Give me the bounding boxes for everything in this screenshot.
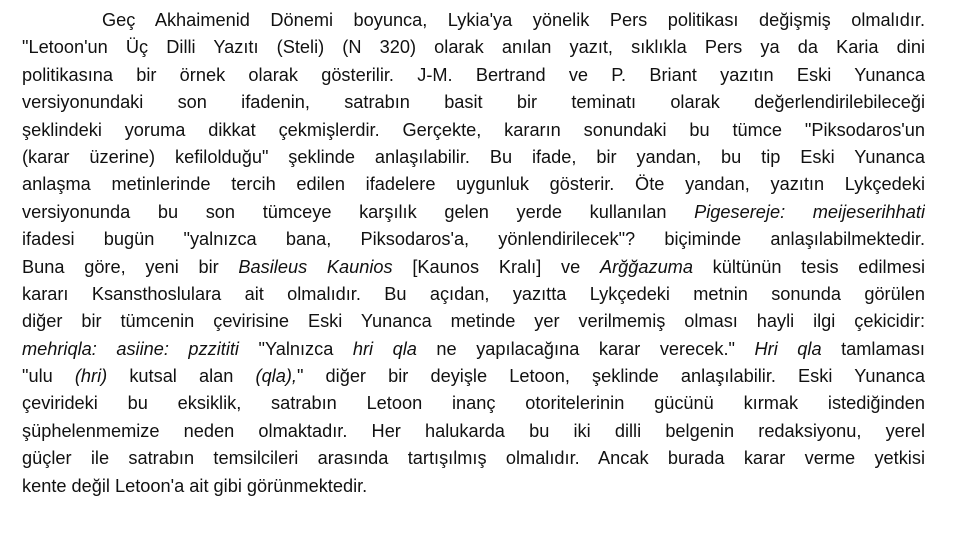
text-span: Geç Akhaimenid Dönemi boyunca, Lykia'ya yönelik Pers politikası değişmiş olmalıdır. xyxy=(102,10,925,30)
text-line xyxy=(22,254,925,281)
body-paragraph xyxy=(22,7,925,500)
text-span: diğer bir tümcenin çevirisine Eski Yunanca metinde yer verilmemiş olması hayli ilgi çekicidir: xyxy=(22,311,925,332)
text-span: Buna göre, yeni bir xyxy=(22,256,239,277)
text-span: kararı Ksansthoslulara ait olmalıdır. Bu açıdan, yazıtta Lykçedeki metnin sonunda görülen xyxy=(22,283,925,304)
text-span: "ulu xyxy=(22,366,75,387)
text-span: kente değil Letoon'a ait gibi görünmektedir. xyxy=(22,475,368,496)
italic-term: Arğğazuma xyxy=(599,256,693,277)
text-line xyxy=(22,418,925,445)
text-line xyxy=(22,117,925,144)
italic-term: Hri qla xyxy=(754,338,822,359)
text-span: politikasına bir örnek olarak gösterilir. J-M. Bertrand ve P. Briant yazıtın Eski Yunanca xyxy=(22,64,925,85)
text-line xyxy=(22,336,925,363)
text-span: [Kaunos Kralı] ve xyxy=(392,256,600,277)
text-line xyxy=(22,281,925,308)
text-line xyxy=(22,226,925,253)
italic-term: Pigesereje: meijeserihhati xyxy=(694,201,925,222)
text-line xyxy=(22,171,925,198)
text-span: "Yalnızca xyxy=(238,338,353,359)
text-line xyxy=(22,390,925,417)
italic-term: Basileus Kaunios xyxy=(238,256,393,277)
text-line xyxy=(22,34,925,61)
text-span: (karar üzerine) kefilolduğu" şeklinde anlaşılabilir. Bu ifade, bir yandan, bu tip Eski Yunanca xyxy=(22,146,925,167)
text-span: versiyonundaki son ifadenin, satrabın basit bir teminatı olarak değerlendirilebileceği xyxy=(22,92,925,113)
text-span: " diğer bir deyişle Letoon, şeklinde anlaşılabilir. Eski Yunanca xyxy=(296,366,925,387)
text-span: ifadesi bugün "yalnızca bana, Piksodaros'a, yönlendirilecek"? biçiminde anlaşılabilmektedir. xyxy=(22,229,925,250)
text-line xyxy=(22,7,925,34)
text-span: versiyonunda bu son tümceye karşılık gelen yerde kullanılan xyxy=(22,201,695,222)
text-span: çevirideki bu eksiklik, satrabın Letoon inanç otoritelerinin gücünü kırmak istediğinden xyxy=(22,393,925,414)
italic-term: hri qla xyxy=(352,338,417,359)
text-span: "Letoon'un Üç Dilli Yazıtı (Steli) (N 320) olarak anılan yazıt, sıklıkla Pers ya da Karia dini xyxy=(22,37,925,58)
italic-term: mehriqla: asiine: pzzititi xyxy=(22,338,239,359)
text-span: anlaşma metinlerinde tercih edilen ifadelere uygunluk gösterir. Öte yandan, yazıtın Lykçedeki xyxy=(22,174,925,195)
text-span: şeklindeki yoruma dikkat çekmişlerdir. Gerçekte, kararın sonundaki bu tümce "Piksodaros'un xyxy=(22,119,925,140)
italic-term: (qla), xyxy=(255,366,297,387)
text-line xyxy=(22,363,925,390)
text-line xyxy=(22,308,925,335)
text-line xyxy=(22,89,925,116)
text-line xyxy=(22,144,925,171)
text-line xyxy=(22,62,925,89)
text-span: kültünün tesis edilmesi xyxy=(692,256,925,277)
text-line xyxy=(22,199,925,226)
text-span: ne yapılacağına karar verecek." xyxy=(416,338,755,359)
text-line xyxy=(22,473,925,500)
text-span: şüphelenmemize neden olmaktadır. Her halukarda bu iki dilli belgenin redaksiyonu, yerel xyxy=(22,420,925,441)
text-line xyxy=(22,445,925,472)
text-span: kutsal alan xyxy=(107,366,256,387)
text-span: tamlaması xyxy=(821,338,925,359)
italic-term: (hri) xyxy=(74,366,108,387)
text-span: güçler ile satrabın temsilcileri arasında tartışılmış olmalıdır. Ancak burada karar verme yetkisi xyxy=(22,448,925,469)
